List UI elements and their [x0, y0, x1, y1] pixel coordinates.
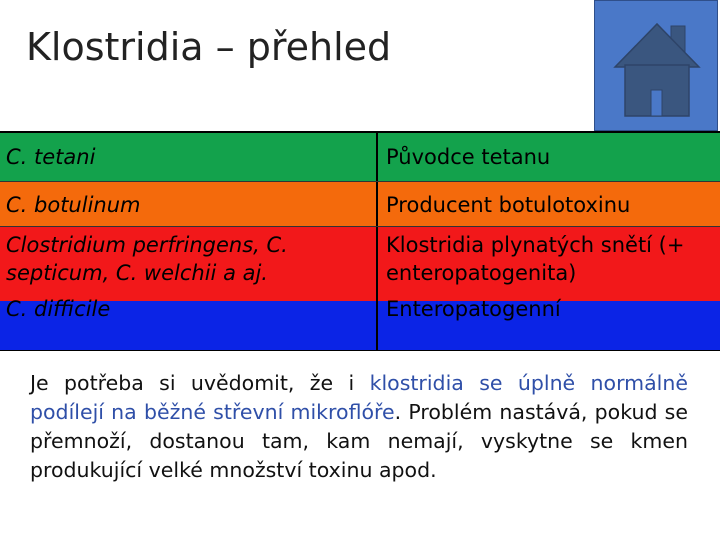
description-line: Enteropatogenní [386, 297, 561, 321]
slide-title: Klostridia – přehled [26, 25, 392, 69]
table-row [0, 133, 720, 181]
description-line: enteropatogenita) [386, 261, 577, 285]
organism-line: Clostridium perfringens, C. [6, 233, 288, 257]
paragraph-text: Je potřeba si uvědomit, že i [30, 371, 370, 395]
home-button[interactable] [594, 0, 718, 131]
description-cell: Producent botulotoxinu [386, 192, 631, 217]
organism-cell: C. tetani [0, 133, 378, 181]
clostridia-table [0, 131, 720, 351]
table-row [0, 181, 720, 227]
paragraph-text: . Problém nastává, pokud se přemnoží, dostanou tam, kam nemají, vyskytne se kmen produkující velké množství toxinu apod. [30, 400, 688, 482]
table-row [0, 226, 720, 350]
home-icon [595, 1, 719, 132]
note-paragraph [30, 369, 688, 485]
organism-cell: C. botulinum [0, 182, 378, 227]
description-cell: Původce tetanu [386, 145, 551, 169]
organism-cell [0, 227, 378, 350]
organism-line: septicum, C. welchii a aj. [6, 261, 268, 285]
organism-line: C. difficile [6, 297, 111, 321]
description-cell [378, 227, 720, 350]
paragraph-highlight: klostridia se úplně normálně podílejí na běžné střevní mikroflóře [30, 371, 688, 424]
description-line: Klostridia plynatých snětí (+ [386, 233, 685, 257]
